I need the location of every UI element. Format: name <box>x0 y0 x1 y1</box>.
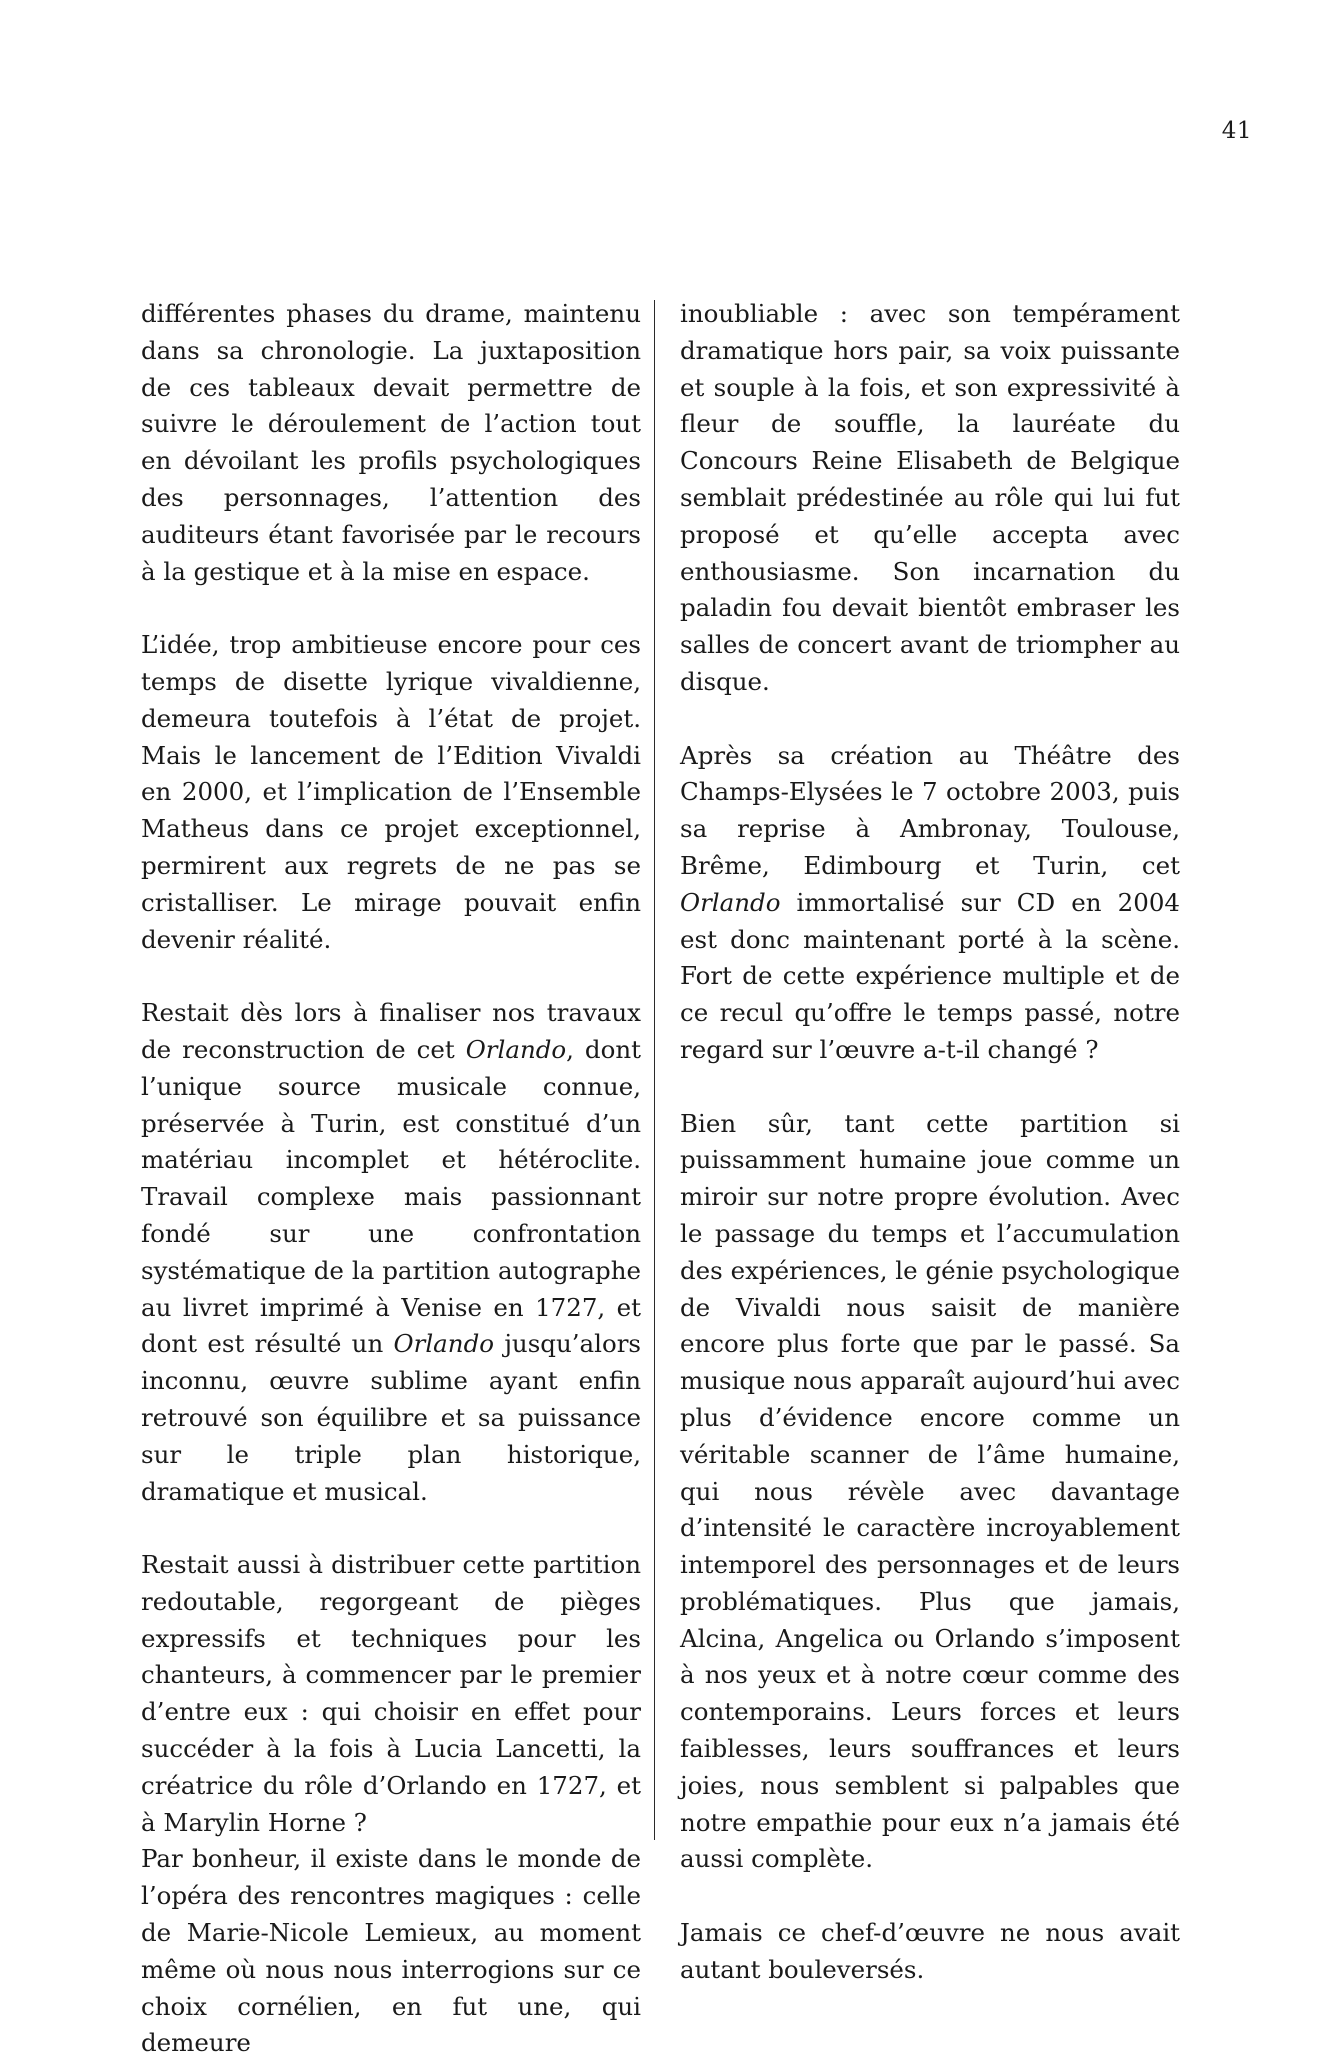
right-column-paragraph: Après sa création au Théâtre des Champs-Elysées le 7 octobre 2003, puis sa reprise à Ambronay, Toulouse, Brême, Edimbourg et Turin, cet Orlando immortalisé sur CD en 2004 est donc maintenant porté à la scène. Fort de cette expérience multiple et de ce recul qu’offre le temps passé, notre regard sur l’œuvre a-t-il changé ? <box>680 740 1180 1064</box>
right-column-paragraph: inoubliable : avec son tempérament dramatique hors pair, sa voix puissante et souple à la fois, et son expressivité à fleur de souffle, la lauréate du Concours Reine Elisabeth de Belgique semblait prédestinée au rôle qui lui fut proposé et qu’elle accepta avec enthousiasme. Son incarnation du paladin fou devait bientôt embraser les salles de concert avant de triompher au disque. <box>680 299 1180 696</box>
column-divider <box>654 300 655 1840</box>
left-column-paragraph: Par bonheur, il existe dans le monde de l’opéra des rencontres magiques : celle de Marie-Nicole Lemieux, au moment même où nous nous interrogions sur ce choix cornélien, en fut une, qui demeure <box>141 1844 641 2058</box>
right-column-paragraph: Bien sûr, tant cette partition si puissamment humaine joue comme un miroir sur notre propre évolution. Avec le passage du temps et l’accumulation des expériences, le génie psychologique de Vivaldi nous saisit de manière encore plus forte que par le passé. Sa musique nous apparaît aujourd’hui avec plus d’évidence encore comme un véritable scanner de l’âme humaine, qui nous révèle avec davantage d’intensité le caractère incroyablement intemporel des personnages et de leurs problématiques. Plus que jamais, Alcina, Angelica ou Orlando s’imposent à nos yeux et à notre cœur comme des contemporains. Leurs forces et leurs faiblesses, leurs souffrances et leurs joies, nous semblent si palpables que notre empathie pour eux n’a jamais été aussi complète. <box>680 1108 1180 1874</box>
page-number: 41 <box>1221 118 1252 144</box>
right-column <box>680 296 1180 1989</box>
left-column-paragraph: différentes phases du drame, maintenu dans sa chronologie. La juxtaposition de ces tableaux devait permettre de suivre le déroulement de l’action tout en dévoilant les profils psychologiques des personnages, l’attention des auditeurs étant favorisée par le recours à la gestique et à la mise en espace. <box>141 299 641 586</box>
left-column <box>141 296 641 2062</box>
left-column-paragraph: Restait aussi à distribuer cette partition redoutable, regorgeant de pièges expressifs et techniques pour les chanteurs, à commencer par le premier d’entre eux : qui choisir en effet pour succéder à la fois à Lucia Lancetti, la créatrice du rôle d’Orlando en 1727, et à Marylin Horne ? <box>141 1550 641 1837</box>
left-column-paragraph: L’idée, trop ambitieuse encore pour ces temps de disette lyrique vivaldienne, demeura toutefois à l’état de projet. Mais le lancement de l’Edition Vivaldi en 2000, et l’implication de l’Ensemble Matheus dans ce projet exceptionnel, permirent aux regrets de ne pas se cristalliser. Le mirage pouvait enfin devenir réalité. <box>141 630 641 954</box>
right-column-paragraph: Jamais ce chef-d’œuvre ne nous avait autant bouleversés. <box>680 1918 1180 1984</box>
left-column-paragraph: Restait dès lors à finaliser nos travaux de reconstruction de cet Orlando, dont l’unique source musicale connue, préservée à Turin, est constitué d’un matériau incomplet et hétéroclite. Travail complexe mais passionnant fondé sur une confrontation systématique de la partition autographe au livret imprimé à Venise en 1727, et dont est résulté un Orlando jusqu’alors inconnu, œuvre sublime ayant enfin retrouvé son équilibre et sa puissance sur le triple plan historique, dramatique et musical. <box>141 998 641 1506</box>
